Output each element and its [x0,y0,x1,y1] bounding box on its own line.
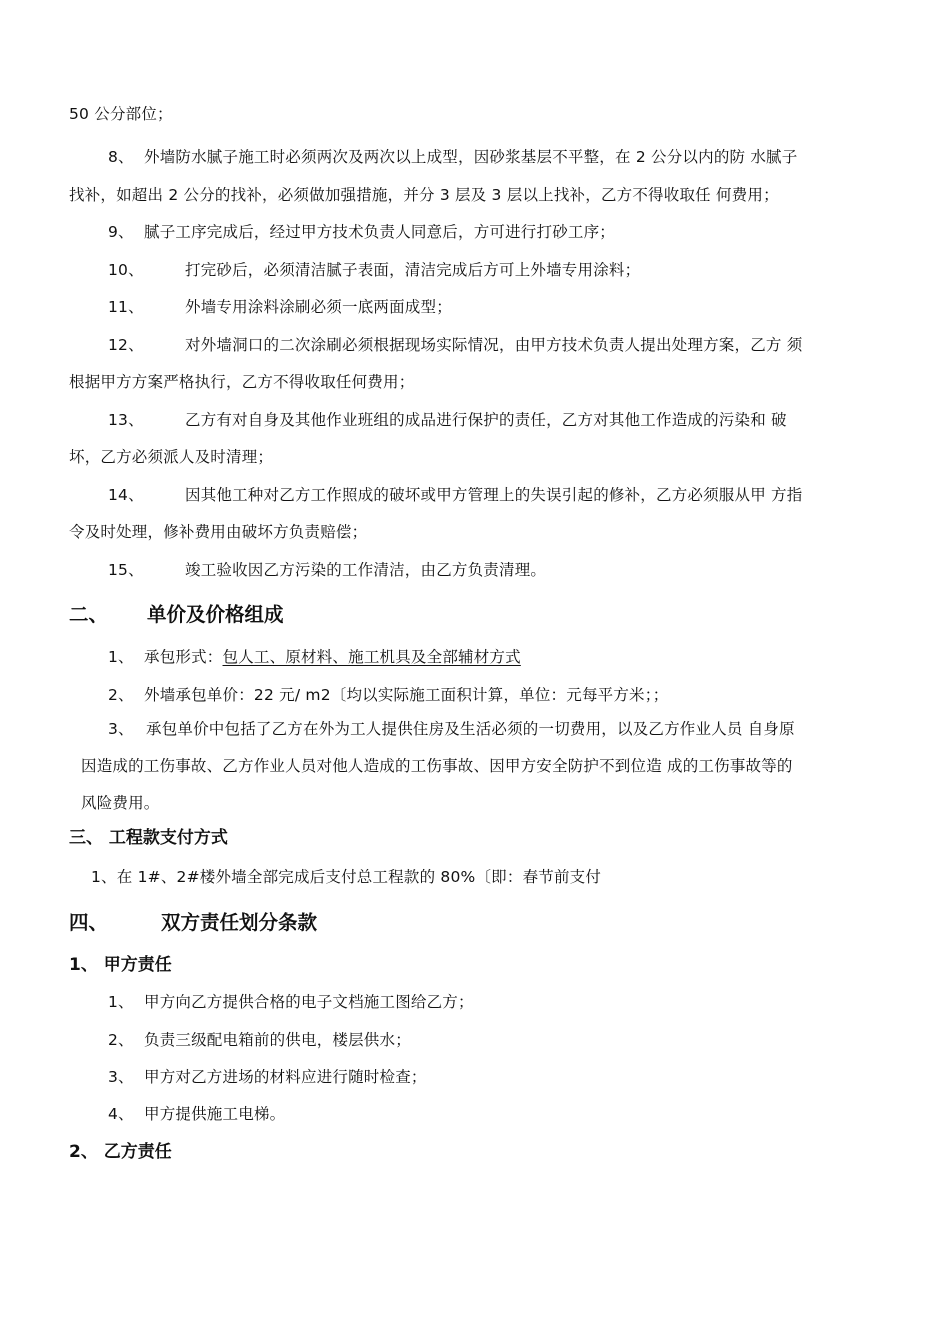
item-text: 竣工验收因乙方污染的工作清洁，由乙方负责清理。 [185,561,547,579]
list-item [108,1067,427,1087]
item-number: 8、 [108,148,134,166]
item-number: 3、 [108,1068,134,1086]
list-item: 1、在 1#、2#楼外墙全部完成后支付总工程款的 80%〔即：春节前支付 [91,868,602,886]
subsection-heading: 1、 甲方责任 [69,955,172,975]
item-text: 乙方有对自身及其他作业班组的成品进行保护的责任，乙方对其他工作造成的污染和 破 [185,411,787,429]
item-number: 15、 [108,561,144,579]
item-text: 腻子工序完成后，经过甲方技术负责人同意后，方可进行打砂工序； [144,223,616,241]
item-value: 包人工、原材料、施工机具及全部辅材方式 [222,648,521,666]
section-heading [69,602,284,628]
section-number: 二、 [69,603,109,626]
list-item-9 [108,222,615,242]
list-item-11 [108,297,452,317]
text-line: 令及时处理，修补费用由破坏方负责赔偿； [69,523,368,541]
list-item-13 [108,410,787,430]
item-number: 1、 [108,993,134,1011]
list-item [108,1030,411,1050]
text-line: 找补，如超出 2 公分的找补，必须做加强措施，并分 3 层及 3 层以上找补，乙方不得收取任 何费用； [69,186,779,204]
item-text: 承包单价中包括了乙方在外为工人提供住房及生活必须的一切费用，以及乙方作业人员 自身原 [146,720,795,738]
item-number: 4、 [108,1105,134,1123]
list-item-10 [108,260,640,280]
list-item [108,1104,285,1124]
list-item [108,992,474,1012]
subsection-heading: 2、 乙方责任 [69,1142,172,1162]
item-number: 11、 [108,298,144,316]
item-text: 甲方提供施工电梯。 [144,1105,286,1123]
section-heading: 三、 工程款支付方式 [69,828,228,848]
text-line: 坏，乙方必须派人及时清理； [69,448,274,466]
text-line: 因造成的工伤事故、乙方作业人员对他人造成的工伤事故、因甲方安全防护不到位造 成的工伤事故等的 [81,757,793,775]
item-text: 对外墙洞口的二次涂刷必须根据现场实际情况，由甲方技术负责人提出处理方案，乙方 须 [185,336,803,354]
item-number: 3、 [108,720,134,738]
item-text: 打完砂后，必须清洁腻子表面，清洁完成后方可上外墙专用涂料； [185,261,641,279]
item-number: 9、 [108,223,134,241]
item-number: 14、 [108,486,144,504]
item-text: 甲方向乙方提供合格的电子文档施工图给乙方； [144,993,474,1011]
item-number: 13、 [108,411,144,429]
list-item-12 [108,335,802,355]
section-heading [69,910,317,936]
section-title: 单价及价格组成 [147,603,284,626]
item-number: 2、 [108,1031,134,1049]
item-number: 1、 [108,648,134,666]
item-number: 2、 [108,686,134,704]
list-item [108,685,668,705]
list-item-15 [108,560,546,580]
list-item [108,647,521,667]
item-text: 外墙防水腻子施工时必须两次及两次以上成型，因砂浆基层不平整，在 2 公分以内的防 水腻子 [144,148,798,166]
item-text: 甲方对乙方进场的材料应进行随时检查； [144,1068,427,1086]
item-text: 负责三级配电箱前的供电，楼层供水； [144,1031,411,1049]
text-line: 根据甲方方案严格执行，乙方不得收取任何费用； [69,373,415,391]
text-line: 风险费用。 [81,794,160,812]
section-title: 双方责任划分条款 [161,911,318,934]
item-text: 外墙承包单价：22 元/ m2〔均以实际施工面积计算，单位：元每平方米；； [144,686,669,704]
list-item-14 [108,485,802,505]
item-text: 因其他工种对乙方工作照成的破坏或甲方管理上的失误引起的修补，乙方必须服从甲 方指 [185,486,803,504]
text-line: 50 公分部位； [69,105,173,123]
item-text: 外墙专用涂料涂刷必须一底两面成型； [185,298,452,316]
item-label: 承包形式： [144,648,223,666]
list-item [108,719,795,739]
section-number: 四、 [69,911,109,934]
item-number: 10、 [108,261,144,279]
list-item-8 [108,147,797,167]
item-number: 12、 [108,336,144,354]
